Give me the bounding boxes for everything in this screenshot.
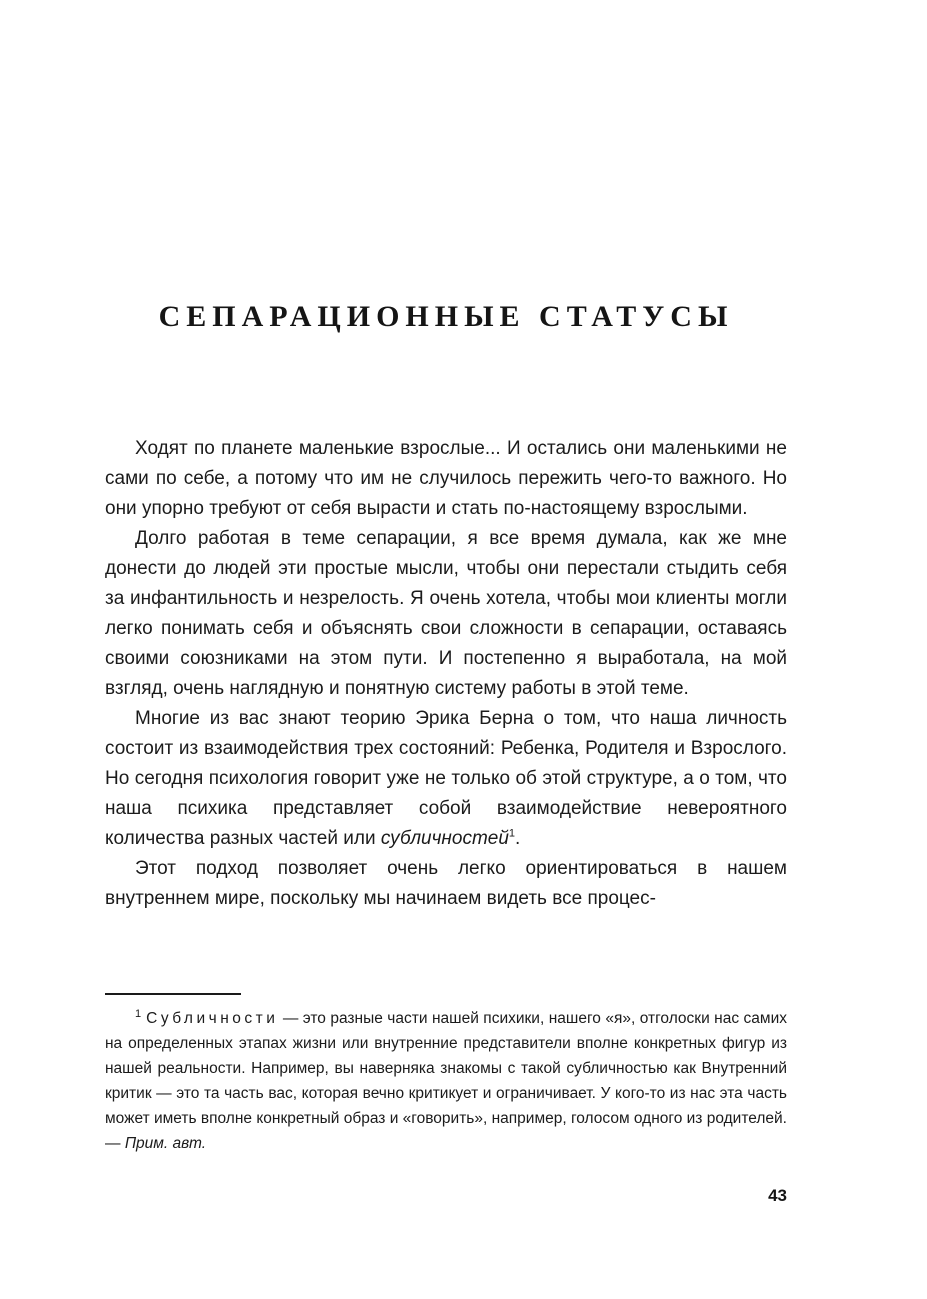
paragraph-3-text: Многие из вас знают теорию Эрика Берна о том, что наша личность состоит из взаимодействия трех состояний: Ребенка, Родителя и Взрослого. Но сегодня психология говорит уже не только об этой структуре, а о том, что наша психика представляет собой взаимодействие невероятного количества разных частей или [105, 708, 787, 849]
footnote-body: — это разные части нашей психики, нашего «я», отголоски нас самих на определенных этапах жизни или внутренние представители вполне конкретных фигур из нашей реальности. Например, вы наверняка знакомы с такой субличностью как Внутренний критик — это та часть вас, которая вечно критикует и ограничивает. У кого-то из нас эта часть может иметь вполне конкретный образ и «говорить», например, голосом одного из родителей. — [105, 1010, 787, 1152]
paragraph-1: Ходят по планете маленькие взрослые... И остались они маленькими не сами по себе, а потому что им не случилось пережить чего-то важного. Но они упорно требуют от себя вырасти и стать по-настоящему взрослыми. [105, 438, 787, 519]
chapter-title: СЕПАРАЦИОННЫЕ СТАТУСЫ [158, 300, 734, 333]
paragraph-3 [105, 704, 787, 854]
paragraph-4: Этот подход позволяет очень легко ориентироваться в нашем внутреннем мире, поскольку мы начинаем видеть все процес- [105, 858, 787, 909]
paragraph-3-period: . [515, 828, 521, 849]
paragraph-2: Долго работая в теме сепарации, я все время думала, как же мне донести до людей эти простые мысли, чтобы они перестали стыдить себя за инфантильность и незрелость. Я очень хотела, чтобы мои клиенты могли легко понимать себя и объяснять свои сложности в сепарации, оставаясь своими союзниками на этом пути. И постепенно я выработала, на мой взгляд, очень наглядную и понятную систему работы в этой теме. [105, 528, 787, 699]
footnote-block [105, 993, 787, 1156]
book-page [105, 0, 787, 1299]
footnote-separator-rule [105, 993, 241, 995]
footnote-reference: 1 [508, 827, 516, 840]
body-text [105, 434, 787, 914]
footnote-term: Субличности [146, 1010, 279, 1027]
footnote-attribution: Прим. авт. [124, 1135, 207, 1152]
page-number: 43 [768, 1186, 787, 1205]
italic-term: субличностей [380, 828, 509, 849]
footnote-marker: 1 [135, 1007, 142, 1020]
footnote-text [105, 1006, 787, 1156]
